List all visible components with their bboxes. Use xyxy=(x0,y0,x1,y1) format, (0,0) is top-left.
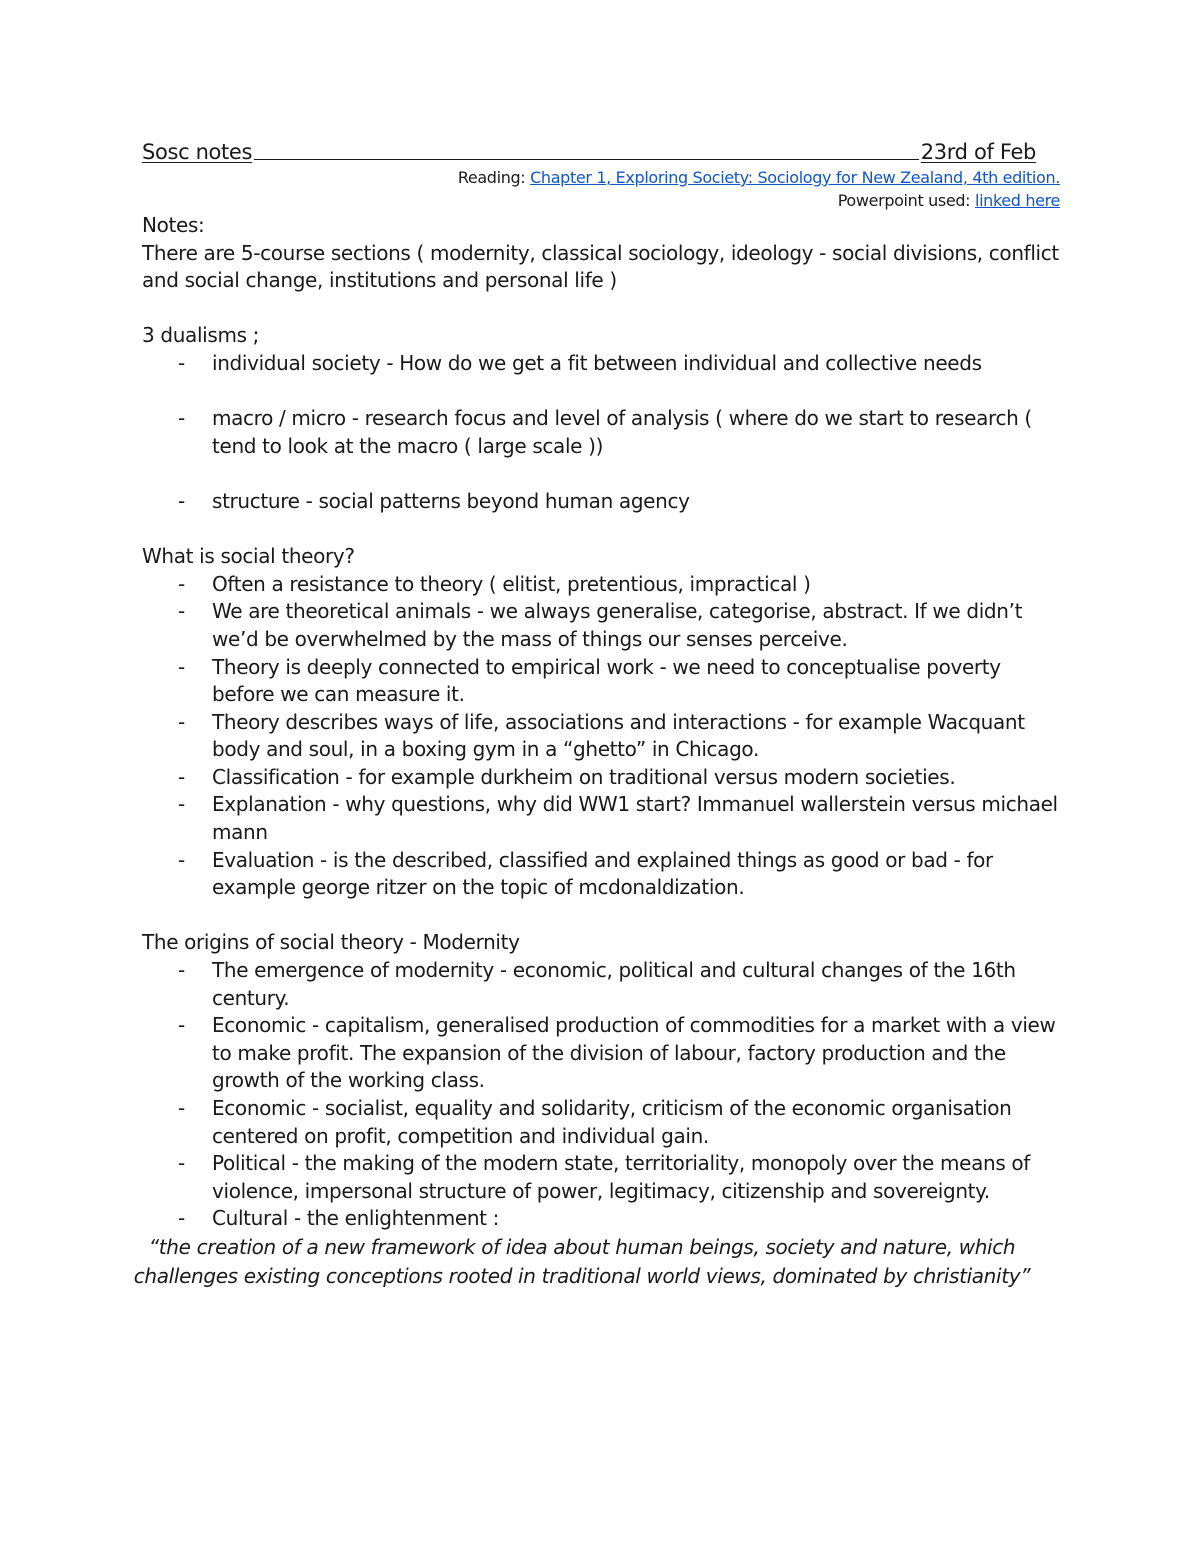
list-item: - Economic - capitalism, generalised production of commodities for a market with a view to make profit. The expansion of the division of labour, factory production and the growth of the working class. xyxy=(142,1012,1062,1095)
list-item: - The emergence of modernity - economic, political and cultural changes of the 16th century. xyxy=(142,957,1062,1012)
powerpoint-link[interactable]: linked here xyxy=(974,191,1060,210)
list-item: - We are theoretical animals - we always generalise, categorise, abstract. If we didn’t we’d be overwhelmed by the mass of things our senses perceive. xyxy=(142,598,1062,653)
list-item: - Theory describes ways of life, associations and interactions - for example Wacquant body and soul, in a boxing gym in a “ghetto” in Chicago. xyxy=(142,709,1062,764)
document-title: Sosc notes xyxy=(142,140,253,164)
notes-intro: There are 5-course sections ( modernity, classical sociology, ideology - social divisions, conflict and social change, institutions and personal life ) xyxy=(142,240,1059,293)
reading-label: Reading: xyxy=(457,168,531,187)
list-item: - Political - the making of the modern state, territoriality, monopoly over the means of violence, impersonal structure of power, legitimacy, citizenship and sovereignty. xyxy=(142,1150,1062,1205)
reading-line xyxy=(142,166,1060,189)
dualisms-heading: 3 dualisms ; xyxy=(142,323,260,348)
origins-heading: The origins of social theory - Modernity xyxy=(142,930,520,955)
enlightenment-quote: “the creation of a new framework of idea about human beings, society and nature, which challenges existing conceptions rooted in traditional world views, dominated by christianity” xyxy=(133,1234,1031,1288)
notes-heading: Notes: xyxy=(142,213,205,237)
reading-link[interactable]: Chapter 1, Exploring Society: Sociology for New Zealand, 4th edition. xyxy=(530,168,1060,187)
list-item: - Economic - socialist, equality and solidarity, criticism of the economic organisation centered on profit, competition and individual gain. xyxy=(142,1095,1062,1150)
origins-list xyxy=(142,957,1062,1233)
social-theory-list xyxy=(142,571,1062,902)
list-item: - Explanation - why questions, why did WW1 start? Immanuel wallerstein versus michael mann xyxy=(142,791,1062,846)
powerpoint-line xyxy=(142,189,1060,212)
list-item: - Cultural - the enlightenment : xyxy=(142,1205,1062,1233)
spacer xyxy=(142,902,1062,930)
list-item: - Theory is deeply connected to empirical work - we need to conceptualise poverty before we can measure it. xyxy=(142,654,1062,709)
list-item: - individual society - How do we get a fit between individual and collective needs xyxy=(142,350,1062,378)
list-item: - macro / micro - research focus and level of analysis ( where do we start to research ( tend to look at the macro ( large scale )) xyxy=(142,405,1062,460)
title-row xyxy=(142,138,1036,166)
list-item: - Evaluation - is the described, classified and explained things as good or bad - for example george ritzer on the topic of mcdonaldization. xyxy=(142,847,1062,902)
list-item: - structure - social patterns beyond human agency xyxy=(142,488,1062,516)
social-theory-heading: What is social theory? xyxy=(142,544,355,569)
list-item: - Often a resistance to theory ( elitist, pretentious, impractical ) xyxy=(142,571,1062,599)
document-page xyxy=(133,138,1062,1291)
powerpoint-label: Powerpoint used: xyxy=(837,191,975,210)
dualisms-list xyxy=(142,350,1062,516)
spacer xyxy=(142,295,1062,323)
list-item: - Classification - for example durkheim on traditional versus modern societies. xyxy=(142,764,1062,792)
title-underline-rule xyxy=(254,159,919,160)
document-date: 23rd of Feb xyxy=(920,140,1036,164)
